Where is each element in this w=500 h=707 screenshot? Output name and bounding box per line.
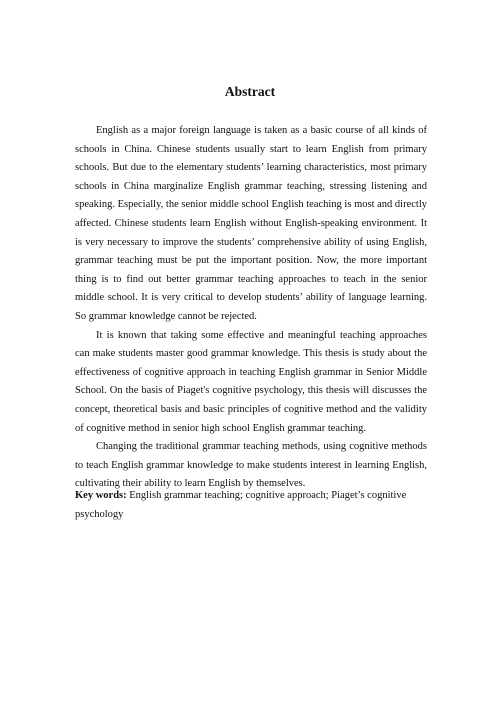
keywords-text: English grammar teaching; cognitive approach; Piaget’s cognitive psychology [75, 490, 407, 520]
abstract-body [75, 122, 427, 494]
keywords-label: Key words: [75, 490, 127, 501]
keywords-line [75, 487, 427, 524]
abstract-paragraph-1: English as a major foreign language is taken as a basic course of all kinds of schools in China. Chinese students usually start to learn English from primary schools. But due to the elementary students’ learning characteristics, most primary schools in China marginalize English grammar teaching, stressing listening and speaking. Especially, the senior middle school English teaching is most and directly affected. Chinese students learn English without English-speaking environment. It is very necessary to improve the students’ comprehensive ability of using English, grammar teaching must be put the important position. Now, the more important thing is to find out better grammar teaching approaches to teach in the senior middle school. It is very critical to develop students’ ability of language learning. So grammar knowledge cannot be rejected. [75, 125, 427, 322]
abstract-paragraph-2: It is known that taking some effective and meaningful teaching approaches can make students master good grammar knowledge. This thesis is study about the effectiveness of cognitive approach in teaching English grammar in Senior Middle School. On the basis of Piaget's cognitive psychology, this thesis will discusses the concept, theoretical basis and basic principles of cognitive method and the validity of cognitive method in senior high school English grammar teaching. [75, 329, 427, 434]
abstract-title: Abstract [224, 84, 276, 99]
abstract-paragraph-3: Changing the traditional grammar teaching methods, using cognitive methods to teach English grammar knowledge to make students interest in learning English, cultivating their ability to learn English by themselves. [75, 441, 427, 490]
